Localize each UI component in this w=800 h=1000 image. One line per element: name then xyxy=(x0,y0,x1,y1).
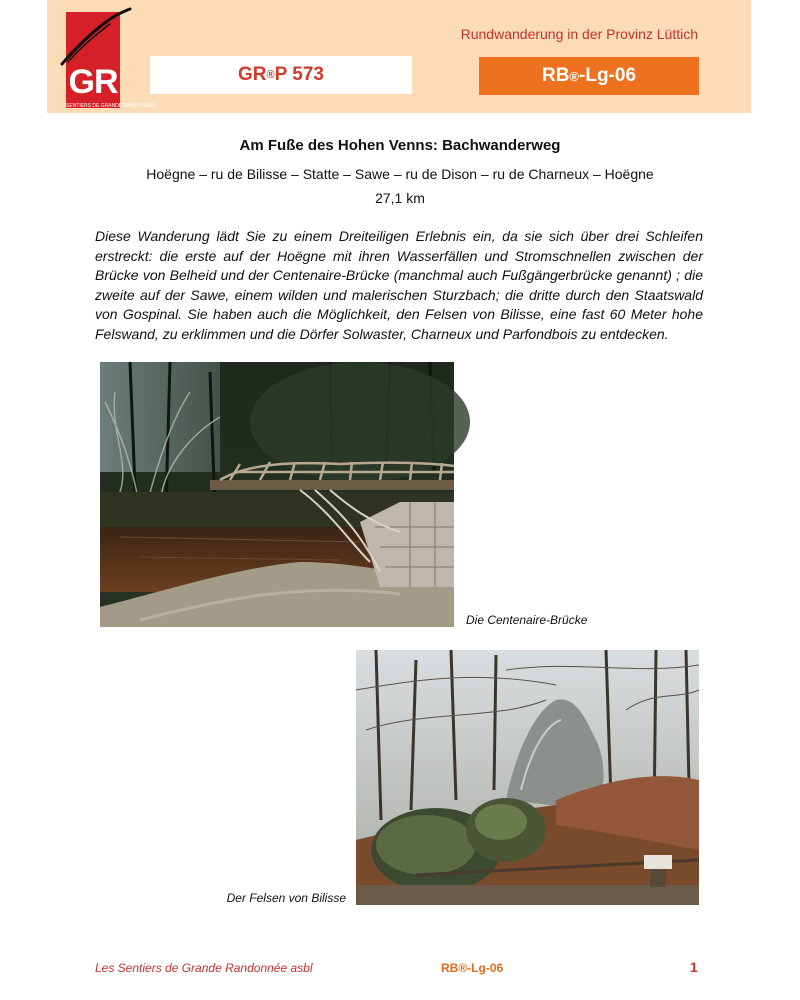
bridge-caption: Die Centenaire-Brücke xyxy=(466,613,588,627)
rb-code-suffix: -Lg-06 xyxy=(579,65,637,86)
gr-code-reg: ® xyxy=(266,69,275,81)
route-line: Hoëgne – ru de Bilisse – Statte – Sawe – ru de Dison – ru de Charneux – Hoëgne xyxy=(146,166,654,182)
rock-photo xyxy=(356,650,699,905)
rb-code-box xyxy=(479,57,699,95)
page-title: Am Fuße des Hohen Venns: Bachwanderweg xyxy=(239,137,561,154)
rb-code-prefix: RB xyxy=(541,65,570,86)
rb-code-reg: ® xyxy=(569,68,580,84)
logo-caption: SENTIERS DE GRANDE RANDONNÉE xyxy=(66,103,156,109)
intro-paragraph: Diese Wanderung lädt Sie zu einem Dreiteiligen Erlebnis ein, da sie sich über drei Schleifen erstreckt: die erste auf der Hoëgne mit ihren Wasserfällen und Stromschnellen zwischen der Brücke von Belheid und der Centenaire-Brücke (manchmal auch Fußgängerbrücke genannt) ; die zweite auf der Sawe, einem wilden und malerischen Sturzbach; die dritte durch den Staatswald von Gospinal. Sie haben auch die Möglichkeit, den Felsen von Bilisse, eine fast 60 Meter hohe Felswand, zu erklimmen und die Dörfer Solwaster, Charneux und Parfondbois zu entdecken. xyxy=(95,228,703,342)
footer-code: RB®-Lg-06 xyxy=(441,961,504,975)
region-title: Rundwanderung in der Provinz Lüttich xyxy=(460,26,698,42)
rock-caption: Der Felsen von Bilisse xyxy=(226,891,346,905)
gr-logo xyxy=(60,6,156,109)
footer-publisher: Les Sentiers de Grande Randonnée asbl xyxy=(95,961,313,975)
distance: 27,1 km xyxy=(375,190,425,206)
gr-code-prefix: GR xyxy=(238,64,267,85)
page-number: 1 xyxy=(690,959,698,975)
bridge-photo xyxy=(100,362,454,627)
gr-code-box xyxy=(150,56,412,94)
gr-code-suffix: P 573 xyxy=(274,64,324,85)
logo-text: GR xyxy=(68,63,118,101)
